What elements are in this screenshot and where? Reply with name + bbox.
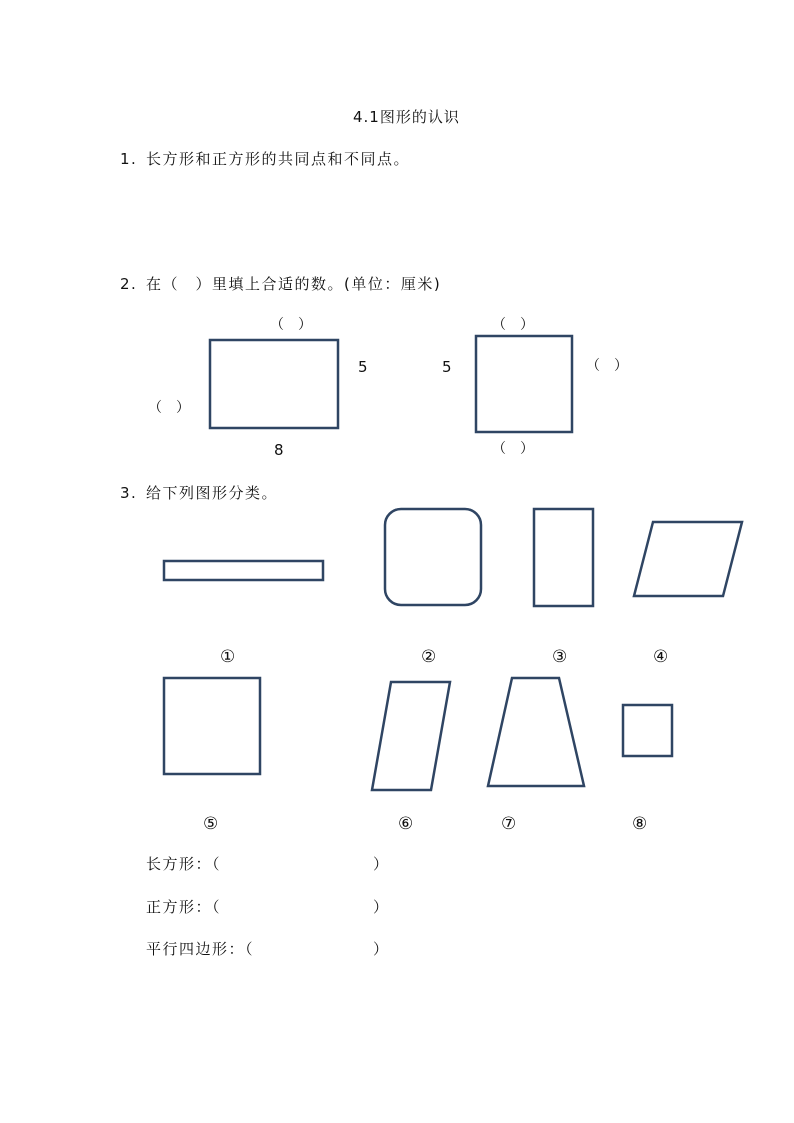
shape-label-7: ⑦ — [501, 814, 517, 834]
shape-7-trapezoid — [488, 678, 584, 786]
shape-3-tall-rectangle — [534, 509, 593, 606]
shape-label-3: ③ — [552, 647, 568, 667]
page-title: 4.1图形的认识 — [353, 108, 460, 126]
shape-label-4: ④ — [653, 647, 669, 667]
answer-square-close: ） — [373, 898, 390, 916]
square-right-blank: （ ） — [586, 358, 628, 374]
answer-parallelogram-close: ） — [373, 940, 390, 958]
shape-label-8: ⑧ — [632, 814, 648, 834]
shape-label-1: ① — [220, 647, 236, 667]
shape-2-rounded-square — [385, 509, 481, 605]
answer-rectangle-close: ） — [373, 855, 390, 873]
shape-8-small-square — [623, 705, 672, 756]
square-top-blank: （ ） — [492, 317, 534, 333]
question-2-text: 在（ ）里填上合适的数。(单位：厘米) — [146, 275, 442, 293]
answer-square-label: 正方形：（ — [146, 898, 222, 916]
shape-5-square — [164, 678, 260, 774]
shape-label-2: ② — [421, 647, 437, 667]
shape-4-parallelogram — [634, 522, 742, 596]
question-3-text: 给下列图形分类。 — [146, 484, 279, 502]
rect-right-value: 5 — [358, 358, 368, 376]
rect-top-blank: （ ） — [270, 317, 312, 333]
rect-bottom-value: 8 — [274, 441, 284, 459]
answer-rectangle-label: 长方形：（ — [146, 855, 222, 873]
rect-left-blank: （ ） — [148, 400, 190, 416]
square-bottom-blank: （ ） — [492, 441, 534, 457]
shape-label-6: ⑥ — [398, 814, 414, 834]
shape-label-5: ⑤ — [203, 814, 219, 834]
square-left-value: 5 — [442, 358, 452, 376]
shape-6-parallelogram — [372, 682, 450, 790]
shape-1-long-rectangle — [164, 561, 323, 580]
question-1-text: 长方形和正方形的共同点和不同点。 — [146, 150, 411, 168]
answer-parallelogram-label: 平行四边形：（ — [146, 940, 255, 958]
question-2-number: 2. — [120, 275, 138, 293]
q2-square — [476, 336, 572, 432]
question-3-number: 3. — [120, 484, 138, 502]
question-1-number: 1. — [120, 150, 138, 168]
q2-rectangle — [210, 340, 338, 428]
